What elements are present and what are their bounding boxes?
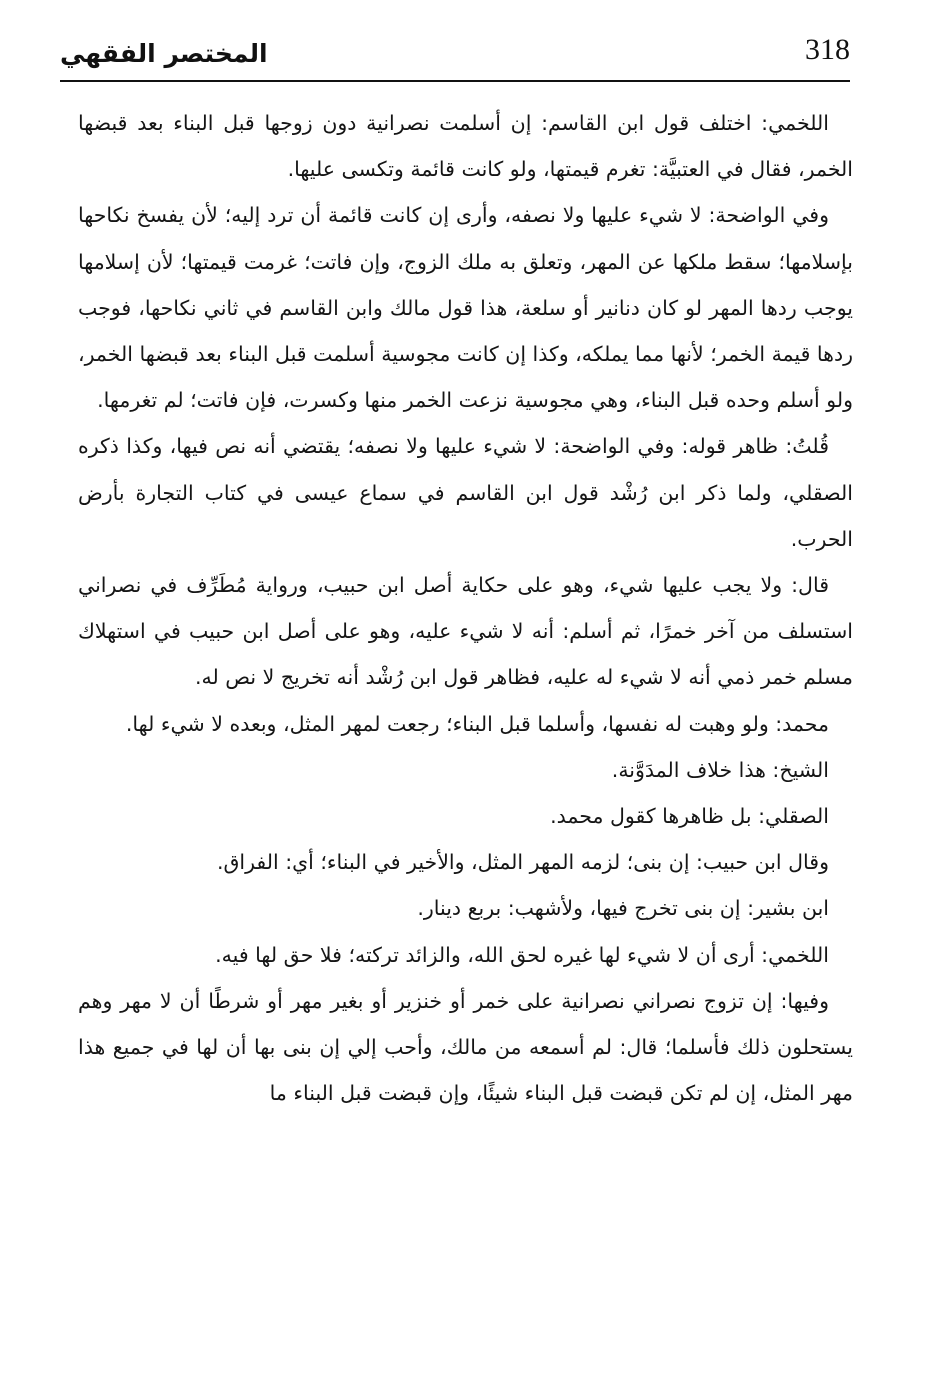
page-number: 318 — [805, 33, 850, 66]
paragraph-lakhmi-1: اللخمي: اختلف قول ابن القاسم: إن أسلمت نصرانية دون زوجها قبل البناء بعد قبضها الخمر، فقال في العتبيَّة: تغرم قيمتها، ولو كانت قائمة وتكسى عليها. — [78, 111, 853, 182]
page-header — [60, 28, 850, 80]
paragraph-fiha: وفيها: إن تزوج نصراني نصرانية على خمر أو خنزير أو بغير مهر أو شرطًا أن لا مهر وهم يستحلون ذلك فأسلما؛ قال: لم أسمعه من مالك، وأحب إلي إن بنى بها أن لها في جميع هذا مهر المثل، إن لم تكن قبضت قبل البناء شيئًا، وإن قبضت قبل البناء ما — [78, 988, 853, 1106]
paragraph-shaykh: الشيخ: هذا خلاف المدَوَّنة. — [611, 757, 829, 782]
paragraph-ibn-habib: وقال ابن حبيب: إن بنى؛ لزمه المهر المثل، والأخير في البناء؛ أي: الفراق. — [216, 850, 829, 875]
header-rule — [60, 80, 850, 82]
paragraph-qultu: قُلتُ: ظاهر قوله: وفي الواضحة: لا شيء عليها ولا نصفه؛ يقتضي أنه نص فيها، وكذا ذكره الصقلي، ولما ذكر ابن رُشْد قول ابن القاسم في سماع عيسى في كتاب التجارة بأرض الحرب. — [78, 434, 853, 551]
paragraph-lakhmi-2: اللخمي: أرى أن لا شيء لها غيره لحق الله، والزائد تركته؛ فلا حق لها فيه. — [215, 942, 829, 967]
paragraph-qala: قال: ولا يجب عليها شيء، وهو على حكاية أصل ابن حبيب، ورواية مُطَرِّف في نصراني استسلف من آخر خمرًا، ثم أسلم: أنه لا شيء عليه، وهو على أصل ابن حبيب في استهلاك مسلم خمر ذمي أنه لا شيء له عليه، فظاهر قول ابن رُشْد أنه تخريج لا نص له. — [78, 573, 853, 690]
body-text — [78, 100, 853, 1116]
paragraph-muhammad: محمد: ولو وهبت له نفسها، وأسلما قبل البناء؛ رجعت لمهر المثل، وبعده لا شيء لها. — [125, 711, 829, 736]
paragraph-wadiha: وفي الواضحة: لا شيء عليها ولا نصفه، وأرى إن كانت قائمة أن ترد إليه؛ لأن يفسخ نكاحها بإسلامها؛ سقط ملكها عن المهر، وتعلق به ملك الزوج، وإن فاتت؛ غرمت قيمتها؛ لأن إسلامها يوجب ردها المهر لو كان دنانير أو سلعة، هذا قول مالك وابن القاسم في ثاني نكاحها، فوجب ردها قيمة الخمر؛ لأنها مما يملكه، وكذا إن كانت مجوسية أسلمت قبل البناء بعد قبضها الخمر، ولو أسلم وحده قبل البناء، وهي مجوسية نزعت الخمر منها وكسرت، فإن فاتت؛ لم تغرمها. — [78, 203, 853, 413]
running-title: المختصر الفقهي — [60, 39, 268, 68]
paragraph-siqilli: الصقلي: بل ظاهرها كقول محمد. — [550, 804, 829, 829]
paragraph-ibn-bashir: ابن بشير: إن بنى تخرج فيها، ولأشهب: بربع دينار. — [417, 896, 829, 921]
